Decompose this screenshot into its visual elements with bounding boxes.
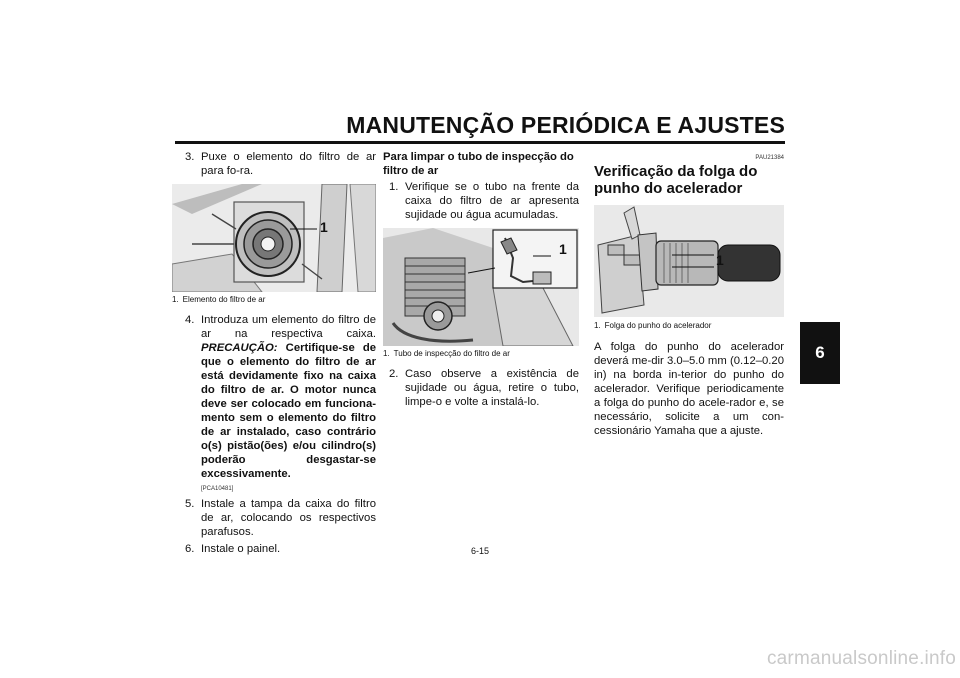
subsection-heading: Para limpar o tubo de inspecção do filtro de ar bbox=[383, 151, 574, 177]
inspection-tube-figure bbox=[383, 228, 579, 346]
step-number: 5. bbox=[185, 498, 195, 510]
column-2 bbox=[383, 150, 579, 412]
step-6 bbox=[172, 542, 376, 556]
step-text: Instale a tampa da caixa do filtro de ar, colocando os respectivos parafusos. bbox=[201, 498, 376, 538]
page-title: MANUTENÇÃO PERIÓDICA E AJUSTES bbox=[346, 112, 785, 138]
step-number: 1. bbox=[389, 181, 399, 193]
step-text: Puxe o elemento do filtro de ar para fo-ra. bbox=[201, 151, 376, 177]
step-5 bbox=[172, 497, 376, 539]
step-number: 3. bbox=[185, 151, 195, 163]
step-number: 2. bbox=[389, 368, 399, 380]
caption-number: 1. bbox=[172, 295, 179, 304]
step-4-text: Introduza um elemento do filtro de ar na respectiva caixa. bbox=[201, 314, 376, 340]
figure-caption bbox=[594, 321, 784, 331]
caption-number: 1. bbox=[594, 321, 601, 330]
caution-label: PRECAUÇÃO: bbox=[201, 342, 278, 354]
chapter-tab: 6 bbox=[800, 322, 840, 384]
figure-callout-number: 1 bbox=[559, 241, 567, 257]
inspection-tube-illustration bbox=[383, 228, 579, 346]
throttle-grip-figure bbox=[594, 205, 784, 317]
step-1 bbox=[383, 180, 579, 222]
figure-callout-number: 1 bbox=[716, 252, 724, 268]
section-heading: Verificação da folga do punho do acelerador bbox=[594, 163, 758, 197]
figure-caption bbox=[172, 295, 376, 305]
air-filter-element-figure bbox=[172, 184, 376, 292]
column-1 bbox=[172, 150, 376, 559]
caption-number: 1. bbox=[383, 349, 390, 358]
figure-callout-number: 1 bbox=[320, 219, 328, 235]
throttle-freeplay-paragraph: A folga do punho do acelerador deverá me-dir 3.0–5.0 mm (0.12–0.20 in) na borda in-terior do punho do acelerador. Verifique periodicamente a folga do punho do acele-rador e, se necessário, solicite a um con-cessionário Yamaha que a ajuste. bbox=[594, 341, 784, 437]
step-3 bbox=[172, 150, 376, 178]
column-3 bbox=[594, 150, 784, 438]
step-number: 6. bbox=[185, 543, 195, 555]
caption-text: Folga do punho do acelerador bbox=[604, 321, 712, 330]
page-header bbox=[175, 112, 785, 144]
step-text: Instale o painel. bbox=[201, 543, 281, 555]
step-number: 4. bbox=[185, 314, 195, 326]
step-2 bbox=[383, 367, 579, 409]
figure-caption bbox=[383, 349, 579, 359]
reference-code: PAU21384 bbox=[755, 155, 784, 161]
caption-text: Tubo de inspecção do filtro de ar bbox=[393, 349, 510, 358]
step-text: Verifique se o tubo na frente da caixa do filtro de ar apresenta sujidade ou água acumuladas. bbox=[405, 181, 579, 221]
step-4 bbox=[172, 313, 376, 481]
caution-warning bbox=[201, 342, 376, 480]
reference-code: [PCA10481] bbox=[201, 486, 234, 492]
page-number: 6-15 bbox=[470, 546, 489, 556]
caption-text: Elemento do filtro de ar bbox=[182, 295, 266, 304]
step-text bbox=[201, 313, 376, 481]
watermark: carmanualsonline.info bbox=[766, 648, 956, 669]
air-filter-illustration bbox=[172, 184, 376, 292]
caution-text: Certifique-se de que o elemento do filtro de ar está devidamente fixo na caixa do filtro de ar. O motor nunca deve ser colocado em funciona-mento sem o elemento do filtro de ar instalado, caso contrário o(s) pistão(ões) e/ou cilindro(s) poderão desgastar-se excessivamente. bbox=[201, 342, 376, 480]
throttle-grip-illustration bbox=[594, 205, 784, 317]
step-text: Caso observe a existência de sujidade ou água, retire o tubo, limpe-o e volte a instalá-lo. bbox=[405, 368, 579, 408]
